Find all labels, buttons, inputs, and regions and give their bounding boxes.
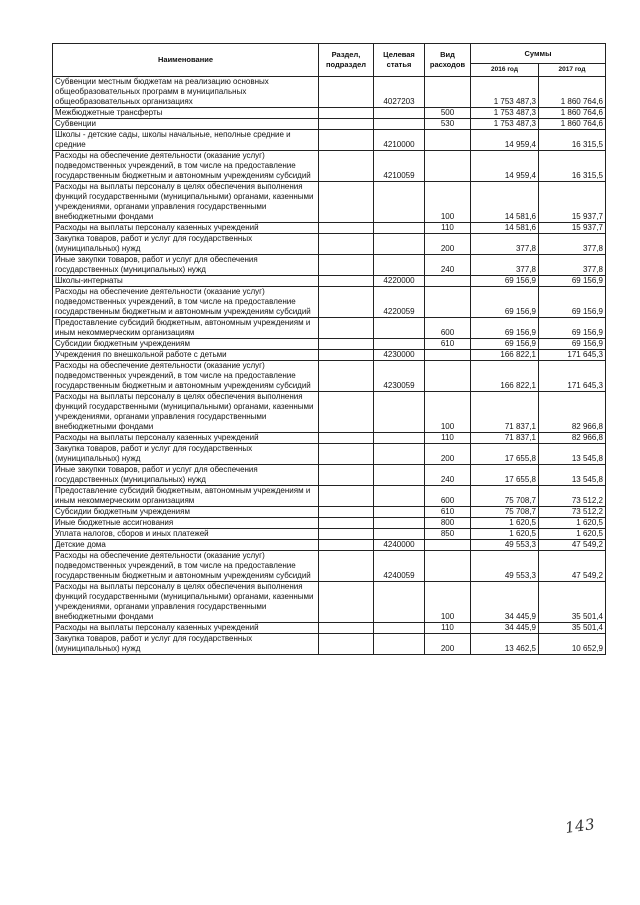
row-sum-2017: 16 315,5 bbox=[539, 130, 606, 151]
table-row bbox=[53, 130, 606, 151]
row-section bbox=[319, 444, 374, 465]
row-section bbox=[319, 529, 374, 540]
row-section bbox=[319, 287, 374, 318]
row-sum-2016: 377,8 bbox=[471, 255, 539, 276]
table-body bbox=[53, 77, 606, 655]
header-year-2016: 2016 год bbox=[471, 64, 539, 77]
row-kind: 530 bbox=[425, 119, 471, 130]
row-kind: 100 bbox=[425, 182, 471, 223]
row-sum-2016: 49 553,3 bbox=[471, 540, 539, 551]
table-row bbox=[53, 361, 606, 392]
row-section bbox=[319, 223, 374, 234]
row-name: Иные закупки товаров, работ и услуг для обеспечения государственных (муниципальных) нужд bbox=[53, 465, 319, 486]
header-sums: Суммы bbox=[471, 44, 606, 64]
row-sum-2016: 69 156,9 bbox=[471, 287, 539, 318]
row-sum-2016: 69 156,9 bbox=[471, 318, 539, 339]
row-section bbox=[319, 582, 374, 623]
row-sum-2017: 1 620,5 bbox=[539, 529, 606, 540]
row-sum-2017: 69 156,9 bbox=[539, 276, 606, 287]
row-section bbox=[319, 433, 374, 444]
table-row bbox=[53, 582, 606, 623]
row-name: Расходы на обеспечение деятельности (оказание услуг) подведомственных учреждений, в том числе на предоставление государственным бюджетным и автономным учреждениям субсидий bbox=[53, 361, 319, 392]
row-sum-2016: 69 156,9 bbox=[471, 276, 539, 287]
row-kind bbox=[425, 151, 471, 182]
row-name: Субсидии бюджетным учреждениям bbox=[53, 507, 319, 518]
row-name: Детские дома bbox=[53, 540, 319, 551]
header-year-2017: 2017 год bbox=[539, 64, 606, 77]
row-sum-2017: 1 620,5 bbox=[539, 518, 606, 529]
row-sum-2016: 75 708,7 bbox=[471, 486, 539, 507]
row-kind: 240 bbox=[425, 255, 471, 276]
row-name: Предоставление субсидий бюджетным, автономным учреждениям и иным некоммерческим организациям bbox=[53, 318, 319, 339]
row-kind: 600 bbox=[425, 318, 471, 339]
row-sum-2017: 13 545,8 bbox=[539, 444, 606, 465]
table-row bbox=[53, 119, 606, 130]
row-section bbox=[319, 507, 374, 518]
handwritten-page-number: 143 bbox=[563, 814, 597, 838]
row-target bbox=[374, 444, 425, 465]
row-kind: 800 bbox=[425, 518, 471, 529]
row-section bbox=[319, 623, 374, 634]
table-row bbox=[53, 318, 606, 339]
row-target: 4230000 bbox=[374, 350, 425, 361]
row-name: Закупка товаров, работ и услуг для государственных (муниципальных) нужд bbox=[53, 444, 319, 465]
row-sum-2016: 34 445,9 bbox=[471, 623, 539, 634]
row-name: Учреждения по внешкольной работе с детьми bbox=[53, 350, 319, 361]
row-section bbox=[319, 130, 374, 151]
row-target bbox=[374, 119, 425, 130]
row-section bbox=[319, 182, 374, 223]
row-sum-2017: 73 512,2 bbox=[539, 486, 606, 507]
row-section bbox=[319, 255, 374, 276]
row-target bbox=[374, 634, 425, 655]
row-sum-2017: 13 545,8 bbox=[539, 465, 606, 486]
table-row bbox=[53, 444, 606, 465]
budget-table-sheet bbox=[52, 43, 605, 655]
row-sum-2016: 1 753 487,3 bbox=[471, 119, 539, 130]
row-section bbox=[319, 465, 374, 486]
table-row bbox=[53, 623, 606, 634]
row-target bbox=[374, 234, 425, 255]
row-sum-2016: 17 655,8 bbox=[471, 465, 539, 486]
row-target bbox=[374, 623, 425, 634]
table-row bbox=[53, 540, 606, 551]
row-target bbox=[374, 465, 425, 486]
row-name: Субвенции местным бюджетам на реализацию основных общеобразовательных программ в муниципальных общеобразовательных организациях bbox=[53, 77, 319, 108]
row-sum-2016: 71 837,1 bbox=[471, 433, 539, 444]
row-sum-2017: 35 501,4 bbox=[539, 582, 606, 623]
row-sum-2017: 47 549,2 bbox=[539, 551, 606, 582]
row-kind: 110 bbox=[425, 623, 471, 634]
table-row bbox=[53, 151, 606, 182]
row-target bbox=[374, 433, 425, 444]
row-target: 4210000 bbox=[374, 130, 425, 151]
table-row bbox=[53, 634, 606, 655]
row-target bbox=[374, 392, 425, 433]
row-section bbox=[319, 108, 374, 119]
row-sum-2016: 1 620,5 bbox=[471, 518, 539, 529]
row-target bbox=[374, 108, 425, 119]
row-name: Расходы на выплаты персоналу казенных учреждений bbox=[53, 433, 319, 444]
row-kind bbox=[425, 276, 471, 287]
row-sum-2017: 15 937,7 bbox=[539, 182, 606, 223]
table-row bbox=[53, 287, 606, 318]
table-row bbox=[53, 350, 606, 361]
row-target bbox=[374, 339, 425, 350]
row-kind: 200 bbox=[425, 444, 471, 465]
row-sum-2017: 69 156,9 bbox=[539, 287, 606, 318]
row-target bbox=[374, 507, 425, 518]
table-row bbox=[53, 255, 606, 276]
row-sum-2017: 69 156,9 bbox=[539, 339, 606, 350]
row-name: Расходы на обеспечение деятельности (оказание услуг) подведомственных учреждений, в том числе на предоставление государственным бюджетным и автономным учреждениям субсидий bbox=[53, 551, 319, 582]
row-target bbox=[374, 255, 425, 276]
row-target bbox=[374, 182, 425, 223]
row-section bbox=[319, 540, 374, 551]
row-sum-2016: 49 553,3 bbox=[471, 551, 539, 582]
row-section bbox=[319, 486, 374, 507]
row-section bbox=[319, 350, 374, 361]
row-sum-2016: 69 156,9 bbox=[471, 339, 539, 350]
table-row bbox=[53, 518, 606, 529]
row-section bbox=[319, 234, 374, 255]
row-sum-2016: 71 837,1 bbox=[471, 392, 539, 433]
row-kind bbox=[425, 350, 471, 361]
row-name: Расходы на выплаты персоналу казенных учреждений bbox=[53, 623, 319, 634]
row-section bbox=[319, 392, 374, 433]
row-kind bbox=[425, 551, 471, 582]
row-name: Закупка товаров, работ и услуг для государственных (муниципальных) нужд bbox=[53, 634, 319, 655]
row-sum-2017: 82 966,8 bbox=[539, 392, 606, 433]
row-name: Расходы на выплаты персоналу в целях обеспечения выполнения функций государственными (муниципальными) органами, казенными учреждениями, органами управления государственными внебюджетными фондами bbox=[53, 392, 319, 433]
row-kind bbox=[425, 77, 471, 108]
row-target bbox=[374, 318, 425, 339]
row-name: Субсидии бюджетным учреждениям bbox=[53, 339, 319, 350]
row-name: Иные бюджетные ассигнования bbox=[53, 518, 319, 529]
row-kind bbox=[425, 540, 471, 551]
row-name: Расходы на выплаты персоналу казенных учреждений bbox=[53, 223, 319, 234]
row-section bbox=[319, 634, 374, 655]
row-kind: 100 bbox=[425, 582, 471, 623]
row-target bbox=[374, 582, 425, 623]
row-target: 4220059 bbox=[374, 287, 425, 318]
row-sum-2016: 17 655,8 bbox=[471, 444, 539, 465]
table-row bbox=[53, 507, 606, 518]
row-target: 4220000 bbox=[374, 276, 425, 287]
header-section: Раздел, подраздел bbox=[319, 44, 374, 77]
row-kind: 110 bbox=[425, 433, 471, 444]
row-sum-2016: 166 822,1 bbox=[471, 361, 539, 392]
table-row bbox=[53, 486, 606, 507]
row-section bbox=[319, 151, 374, 182]
row-section bbox=[319, 551, 374, 582]
row-sum-2017: 82 966,8 bbox=[539, 433, 606, 444]
row-name: Предоставление субсидий бюджетным, автономным учреждениям и иным некоммерческим организациям bbox=[53, 486, 319, 507]
row-sum-2016: 1 753 487,3 bbox=[471, 108, 539, 119]
row-target: 4230059 bbox=[374, 361, 425, 392]
row-name: Иные закупки товаров, работ и услуг для обеспечения государственных (муниципальных) нужд bbox=[53, 255, 319, 276]
row-sum-2017: 171 645,3 bbox=[539, 350, 606, 361]
row-sum-2017: 1 860 764,6 bbox=[539, 108, 606, 119]
table-header bbox=[53, 44, 606, 77]
row-sum-2017: 35 501,4 bbox=[539, 623, 606, 634]
row-kind: 200 bbox=[425, 634, 471, 655]
row-section bbox=[319, 339, 374, 350]
row-sum-2016: 13 462,5 bbox=[471, 634, 539, 655]
row-section bbox=[319, 318, 374, 339]
row-section bbox=[319, 77, 374, 108]
row-kind: 500 bbox=[425, 108, 471, 119]
header-kind: Вид расходов bbox=[425, 44, 471, 77]
budget-table bbox=[52, 43, 606, 655]
table-row bbox=[53, 234, 606, 255]
row-sum-2017: 10 652,9 bbox=[539, 634, 606, 655]
row-kind: 610 bbox=[425, 339, 471, 350]
row-target: 4240059 bbox=[374, 551, 425, 582]
row-sum-2017: 1 860 764,6 bbox=[539, 77, 606, 108]
table-row bbox=[53, 77, 606, 108]
row-sum-2016: 14 959,4 bbox=[471, 130, 539, 151]
row-name: Расходы на обеспечение деятельности (оказание услуг) подведомственных учреждений, в том числе на предоставление государственным бюджетным и автономным учреждениям субсидий bbox=[53, 151, 319, 182]
row-sum-2016: 1 753 487,3 bbox=[471, 77, 539, 108]
row-sum-2016: 14 959,4 bbox=[471, 151, 539, 182]
header-target: Целевая статья bbox=[374, 44, 425, 77]
row-sum-2016: 34 445,9 bbox=[471, 582, 539, 623]
row-sum-2017: 69 156,9 bbox=[539, 318, 606, 339]
row-sum-2016: 14 581,6 bbox=[471, 182, 539, 223]
table-row bbox=[53, 223, 606, 234]
row-name: Школы - детские сады, школы начальные, неполные средние и средние bbox=[53, 130, 319, 151]
row-sum-2016: 75 708,7 bbox=[471, 507, 539, 518]
row-kind: 240 bbox=[425, 465, 471, 486]
table-row bbox=[53, 529, 606, 540]
row-target: 4240000 bbox=[374, 540, 425, 551]
row-section bbox=[319, 276, 374, 287]
row-sum-2016: 1 620,5 bbox=[471, 529, 539, 540]
row-kind: 850 bbox=[425, 529, 471, 540]
row-section bbox=[319, 518, 374, 529]
table-row bbox=[53, 465, 606, 486]
table-row bbox=[53, 182, 606, 223]
row-target bbox=[374, 518, 425, 529]
row-kind: 200 bbox=[425, 234, 471, 255]
table-row bbox=[53, 276, 606, 287]
row-sum-2017: 73 512,2 bbox=[539, 507, 606, 518]
row-target bbox=[374, 529, 425, 540]
row-sum-2017: 1 860 764,6 bbox=[539, 119, 606, 130]
row-sum-2016: 377,8 bbox=[471, 234, 539, 255]
row-sum-2016: 14 581,6 bbox=[471, 223, 539, 234]
row-target bbox=[374, 223, 425, 234]
table-row bbox=[53, 551, 606, 582]
row-sum-2016: 166 822,1 bbox=[471, 350, 539, 361]
row-name: Межбюджетные трансферты bbox=[53, 108, 319, 119]
row-sum-2017: 15 937,7 bbox=[539, 223, 606, 234]
header-name: Наименование bbox=[53, 44, 319, 77]
row-sum-2017: 16 315,5 bbox=[539, 151, 606, 182]
row-sum-2017: 377,8 bbox=[539, 255, 606, 276]
row-target bbox=[374, 486, 425, 507]
row-name: Школы-интернаты bbox=[53, 276, 319, 287]
row-name: Расходы на выплаты персоналу в целях обеспечения выполнения функций государственными (муниципальными) органами, казенными учреждениями, органами управления государственными внебюджетными фондами bbox=[53, 582, 319, 623]
row-target: 4210059 bbox=[374, 151, 425, 182]
row-sum-2017: 377,8 bbox=[539, 234, 606, 255]
table-row bbox=[53, 108, 606, 119]
row-sum-2017: 47 549,2 bbox=[539, 540, 606, 551]
row-name: Расходы на обеспечение деятельности (оказание услуг) подведомственных учреждений, в том числе на предоставление государственным бюджетным и автономным учреждениям субсидий bbox=[53, 287, 319, 318]
row-sum-2017: 171 645,3 bbox=[539, 361, 606, 392]
row-kind: 610 bbox=[425, 507, 471, 518]
table-row bbox=[53, 392, 606, 433]
row-target: 4027203 bbox=[374, 77, 425, 108]
row-name: Уплата налогов, сборов и иных платежей bbox=[53, 529, 319, 540]
row-name: Закупка товаров, работ и услуг для государственных (муниципальных) нужд bbox=[53, 234, 319, 255]
row-kind bbox=[425, 130, 471, 151]
row-kind: 600 bbox=[425, 486, 471, 507]
row-kind bbox=[425, 287, 471, 318]
row-section bbox=[319, 361, 374, 392]
row-name: Субвенции bbox=[53, 119, 319, 130]
row-section bbox=[319, 119, 374, 130]
row-kind: 100 bbox=[425, 392, 471, 433]
row-name: Расходы на выплаты персоналу в целях обеспечения выполнения функций государственными (муниципальными) органами, казенными учреждениями, органами управления государственными внебюджетными фондами bbox=[53, 182, 319, 223]
row-kind: 110 bbox=[425, 223, 471, 234]
row-kind bbox=[425, 361, 471, 392]
table-row bbox=[53, 433, 606, 444]
table-row bbox=[53, 339, 606, 350]
